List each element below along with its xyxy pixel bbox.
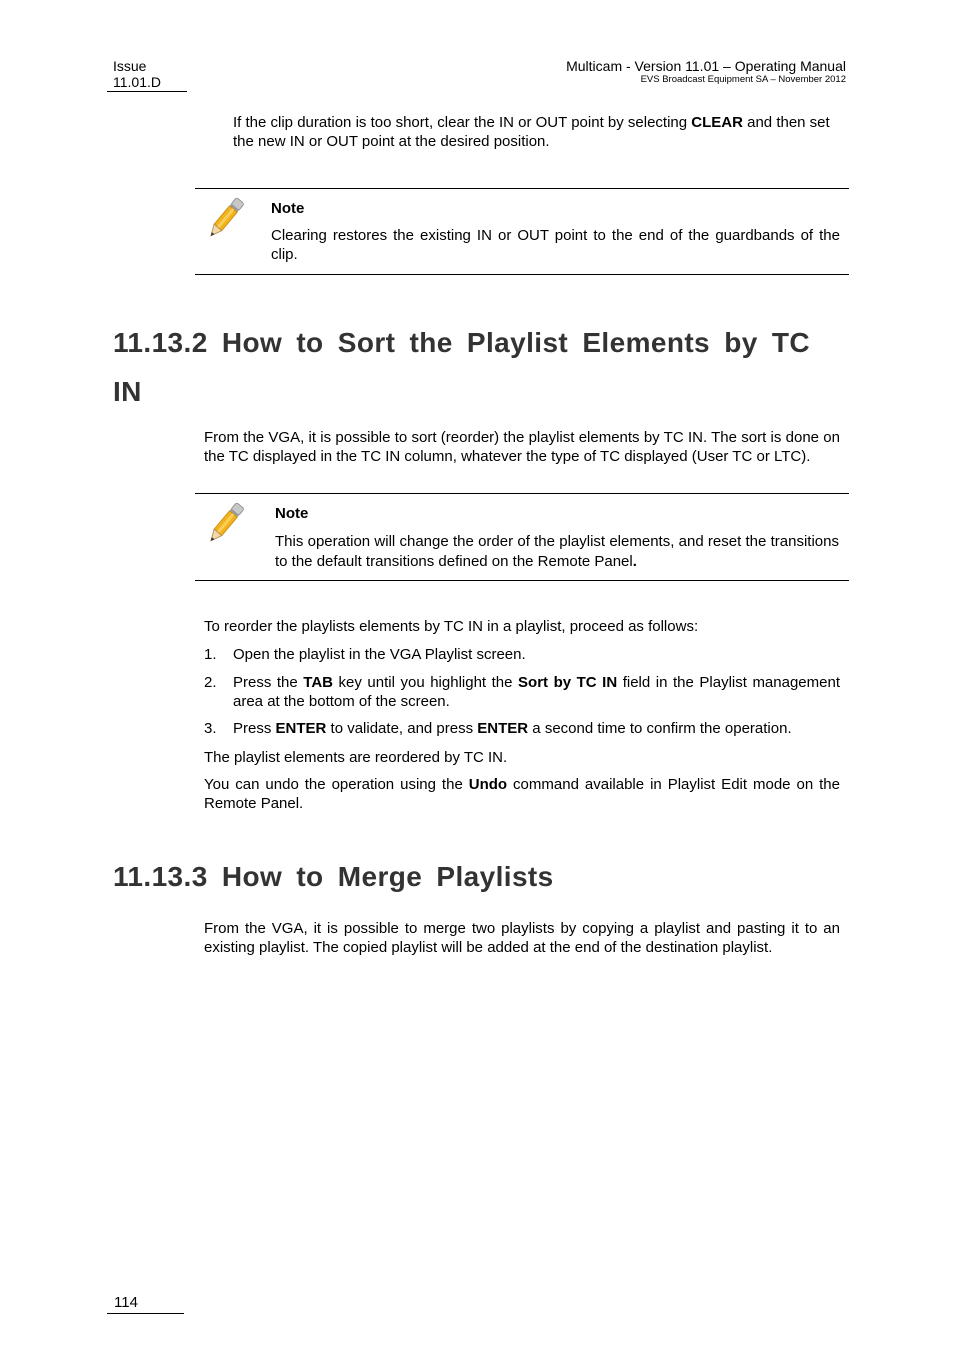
note-box-sort (195, 493, 849, 581)
issue-label: Issue (113, 58, 147, 74)
note-body: Clearing restores the existing IN or OUT point to the end of the guardbands of the clip. (271, 227, 840, 263)
note-title: Note (275, 505, 309, 522)
footer-divider (107, 1313, 184, 1314)
step-text-e: a second time to confirm the operation. (528, 720, 792, 737)
step-text-e: field in the Playlist management area at the bottom of the screen. (233, 674, 840, 710)
note-body-period: . (632, 553, 637, 570)
note-body (275, 532, 839, 572)
list-item (204, 674, 840, 711)
step-text (233, 674, 840, 711)
document-title: Multicam - Version 11.01 – Operating Manual (566, 58, 846, 74)
step-text (233, 720, 840, 739)
header-title-block (566, 58, 846, 86)
undo-text-a: You can undo the operation using the (204, 776, 469, 793)
header-issue (113, 58, 161, 90)
pencil-icon (203, 502, 247, 546)
intro-text-c: and then set the new IN or OUT point at the desired position. (233, 114, 830, 150)
pencil-icon (203, 197, 247, 241)
step-text-c: to validate, and press (326, 720, 478, 737)
step-text: Open the playlist in the VGA Playlist screen. (233, 646, 526, 663)
step-text-a: Press the (233, 674, 304, 691)
note-title: Note (271, 200, 305, 217)
header-divider-left (107, 91, 187, 92)
sort-field-keyword: Sort by TC IN (518, 674, 618, 691)
enter-keyword: ENTER (275, 720, 327, 737)
list-item (204, 720, 840, 739)
section-heading-merge: 11.13.3 How to Merge Playlists (113, 861, 554, 892)
step-number: 3. (204, 720, 217, 737)
undo-paragraph (204, 776, 840, 813)
sort-intro-paragraph: From the VGA, it is possible to sort (reorder) the playlist elements by TC IN. The sort is done on the TC displayed in the TC IN column, whatever the type of TC displayed (User TC or LTC). (204, 429, 840, 465)
step-text-a: Press (233, 720, 276, 737)
merge-paragraph: From the VGA, it is possible to merge two playlists by copying a playlist and pasting it to an existing playlist. The copied playlist will be added at the end of the destination playlist. (204, 920, 840, 956)
procedure-intro: To reorder the playlists elements by TC IN in a playlist, proceed as follows: (204, 618, 699, 635)
section-heading-sort-line2: IN (113, 376, 142, 407)
issue-number: 11.01.D (113, 74, 161, 90)
section-heading-sort-line1: 11.13.2 How to Sort the Playlist Elements by TC (113, 327, 810, 358)
section-heading-sort (113, 318, 833, 416)
tab-keyword: TAB (303, 674, 333, 691)
undo-text-c: command available in Playlist Edit mode on the Remote Panel. (204, 776, 840, 812)
step-number: 2. (204, 674, 217, 691)
note-body-text: This operation will change the order of the playlist elements, and reset the transitions to the default transitions defined on the Remote Panel (275, 533, 839, 570)
step-text-c: key until you highlight the (333, 674, 519, 691)
step-number: 1. (204, 646, 217, 663)
enter-keyword: ENTER (477, 720, 529, 737)
intro-text-a: If the clip duration is too short, clear the IN or OUT point by selecting (233, 114, 692, 131)
intro-paragraph (233, 114, 840, 151)
result-paragraph: The playlist elements are reordered by TC IN. (204, 749, 508, 766)
page-number: 114 (114, 1294, 138, 1311)
note-box-clear (195, 188, 849, 275)
document-subtitle: EVS Broadcast Equipment SA – November 2012 (640, 74, 846, 85)
undo-keyword: Undo (468, 776, 508, 793)
list-item (204, 646, 840, 665)
clear-keyword: CLEAR (691, 114, 743, 131)
